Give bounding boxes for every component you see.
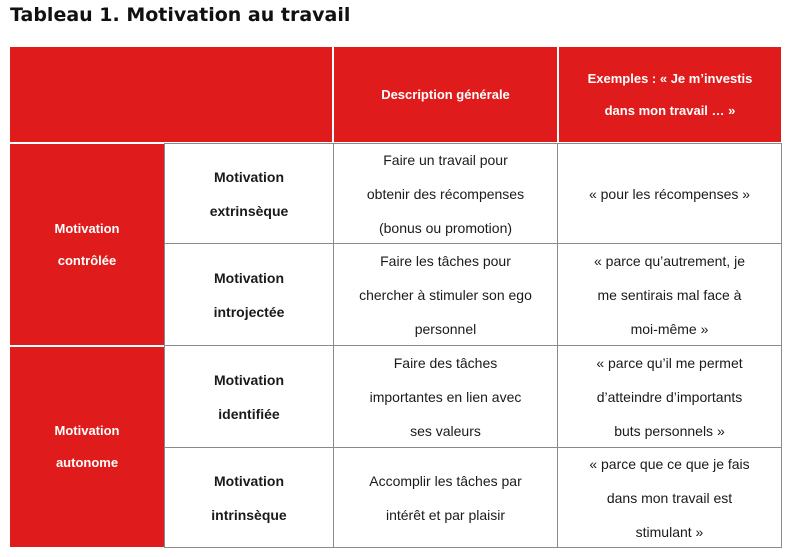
header-examples-text: Exemples : « Je m’investis dans mon travail … » [587,70,753,118]
group-label-text: Motivation autonome [54,423,120,470]
header-corner-cell [10,47,332,142]
motivation-type-text: Motivation extrinsèque [209,168,289,219]
example-text: « parce qu’autrement, je me sentirais mal face à moi-même » [594,252,745,337]
description-cell [333,243,558,346]
motivation-type-text: Motivation intrinsèque [211,472,287,523]
example-cell [557,447,782,548]
header-examples-cell [559,47,781,142]
example-cell [557,143,782,244]
group-label-autonomous [10,347,164,547]
motivation-type-text: Motivation introjectée [213,269,285,320]
motivation-type-cell [164,345,334,448]
description-text: Faire les tâches pour chercher à stimuler son ego personnel [359,252,532,337]
table-title: Tableau 1. Motivation au travail [10,4,351,26]
description-cell [333,143,558,244]
description-text: Faire des tâches importantes en lien avec ses valeurs [369,354,522,439]
header-description-cell [334,47,557,142]
header-description-text: Description générale [381,86,510,102]
motivation-type-cell [164,143,334,244]
description-text: Faire un travail pour obtenir des récompenses (bonus ou promotion) [366,151,525,236]
motivation-type-cell [164,243,334,346]
description-cell [333,345,558,448]
group-label-controlled [10,144,164,345]
motivation-type-text: Motivation identifiée [214,371,284,422]
motivation-type-cell [164,447,334,548]
description-cell [333,447,558,548]
example-text: « pour les récompenses » [588,185,751,202]
group-label-text: Motivation contrôlée [54,220,120,268]
description-text: Accomplir les tâches par intérêt et par plaisir [369,472,522,523]
example-cell [557,243,782,346]
example-cell [557,345,782,448]
example-text: « parce qu’il me permet d’atteindre d’importants buts personnels » [596,354,743,439]
example-text: « parce que ce que je fais dans mon travail est stimulant » [589,455,750,540]
